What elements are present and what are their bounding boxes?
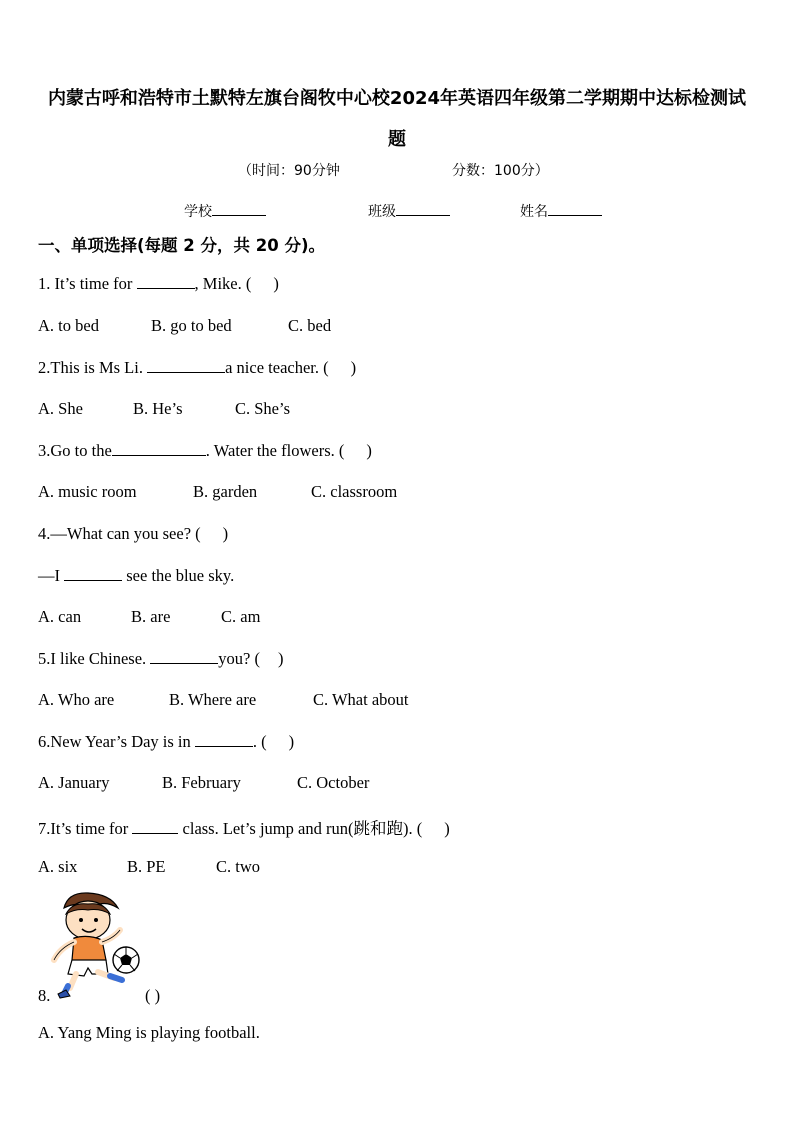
answer-blank [132,832,178,834]
question-1 [38,274,279,294]
question-1-stem: 1. It’s time for [38,274,133,293]
question-5-tail: you? ( [218,649,260,668]
option-1a: A. to bed [38,316,99,335]
name-label: 姓名 [520,204,548,220]
option-4a: A. can [38,607,82,626]
question-4 [38,524,228,544]
question-6 [38,732,294,752]
answer-blank [147,371,225,373]
answer-blank [150,662,218,664]
question-2-tail: a nice teacher. ( [225,358,329,377]
class-label: 班级 [368,204,396,220]
question-7-close: ) [444,819,450,838]
option-6b: B. February [162,773,241,792]
question-1-tail: , Mike. ( [194,274,252,293]
question-1-close: ) [273,274,279,293]
answer-blank [195,745,253,747]
answer-blank [137,287,195,289]
option-4b: B. are [131,607,171,626]
school-field [184,201,266,221]
question-2-close: ) [350,358,357,377]
page-title: 内蒙古呼和浩特市土默特左旗台阁牧中心校2024年英语四年级第二学期期中达标检测试 [47,88,747,109]
question-3 [38,441,372,461]
exam-score: 分数：100分） [452,163,549,179]
option-2a: A. She [38,399,83,418]
question-5-stem: 5.I like Chinese. [38,649,147,668]
option-2c: C. She’s [235,399,291,418]
option-3a: A. music room [38,482,137,501]
option-4c: C. am [221,607,261,626]
section-heading: 一、单项选择(每题 2 分，共 20 分)。 [38,236,326,255]
option-2b: B. He’s [133,399,183,418]
option-6c: C. October [297,773,370,792]
question-5-close: ) [277,649,284,668]
question-3-stem: 3.Go to the [38,441,112,460]
option-5b: B. Where are [169,690,257,709]
question-4-close: ) [222,524,229,543]
school-label: 学校 [184,204,212,220]
question-2 [38,358,356,378]
option-7c: C. two [216,857,261,876]
option-1c: C. bed [288,316,332,335]
class-blank [396,214,450,216]
option-8a: A. Yang Ming is playing football. [38,1023,260,1042]
option-7b: B. PE [127,857,166,876]
question-3-tail: . Water the flowers. ( [205,441,345,460]
class-field [368,201,450,221]
option-7a: A. six [38,857,78,876]
question-3-close: ) [366,441,372,460]
option-1b: B. go to bed [151,316,232,335]
answer-blank [64,579,122,581]
question-7-tail: class. Let’s jump and run(跳和跑). ( [182,819,423,838]
question-5 [38,649,283,669]
question-4-line2 [38,566,234,586]
question-4-stem: 4.—What can you see? ( [38,524,201,543]
question-7 [38,815,450,839]
option-3c: C. classroom [311,482,398,501]
option-5a: A. Who are [38,690,115,709]
exam-time: （时间：90分钟 [238,163,340,179]
question-8-number: 8. [38,986,51,1005]
question-7-stem: 7.It’s time for [38,819,129,838]
option-5c: C. What about [313,690,409,709]
question-6-close: ) [288,732,295,751]
name-field [520,201,602,221]
answer-blank [112,454,206,456]
question-2-stem: 2.This is Ms Li. [38,358,143,377]
school-blank [212,214,266,216]
question-8-answer-parens: ( ) [145,986,161,1005]
name-blank [548,214,602,216]
page-title-continued: 题 [388,129,406,150]
option-3b: B. garden [193,482,258,501]
option-6a: A. January [38,773,110,792]
question-4-line2-stem: —I [38,566,60,585]
question-6-tail: . ( [252,732,267,751]
boy-playing-football-illustration [48,890,148,1002]
question-4-line2-tail: see the blue sky. [126,566,235,585]
question-6-stem: 6.New Year’s Day is in [38,732,191,751]
